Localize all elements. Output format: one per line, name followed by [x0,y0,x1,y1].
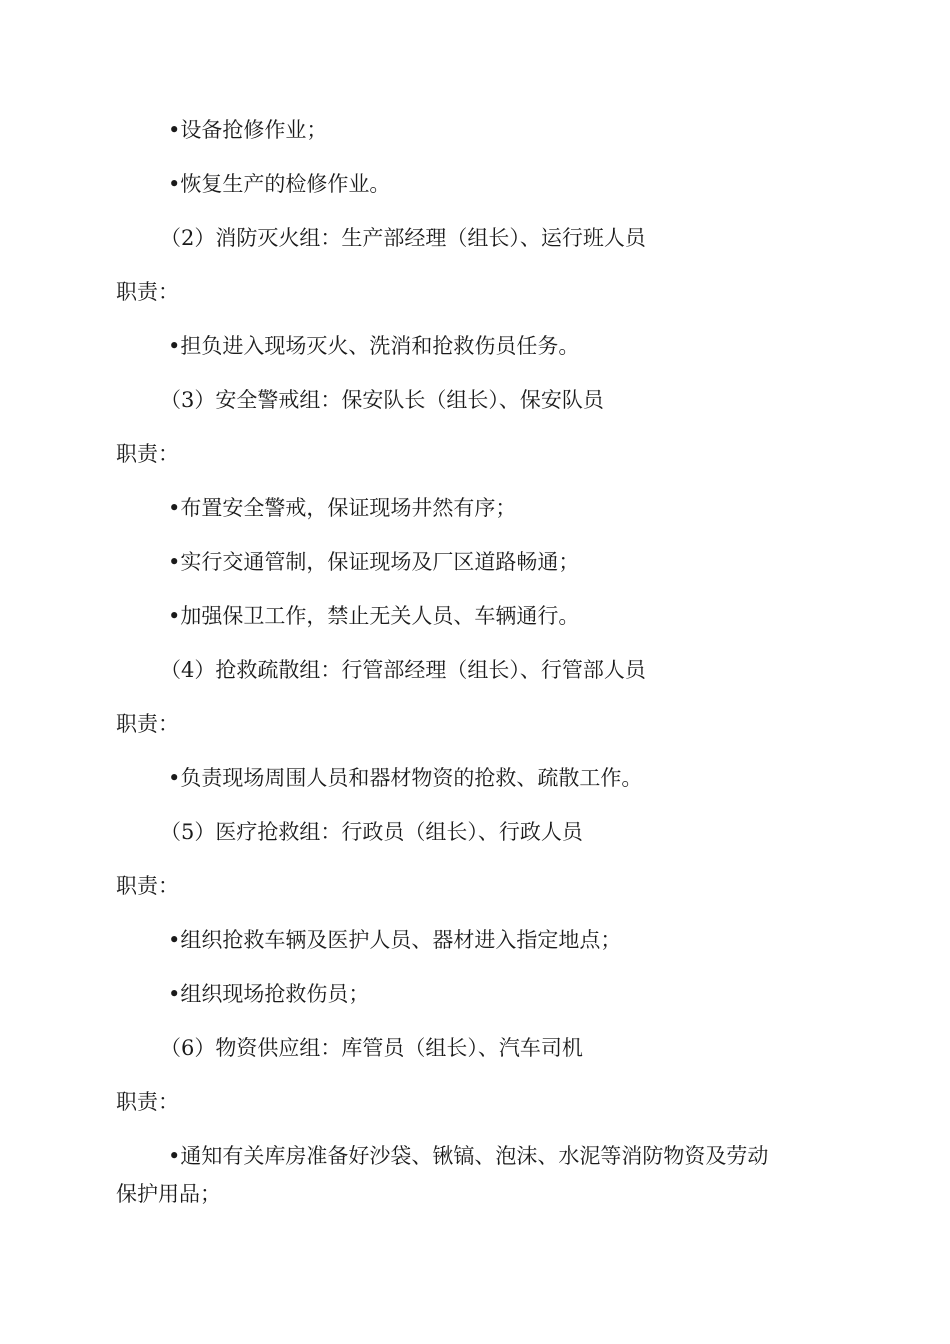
bullet-item: •组织抢救车辆及医护人员、器材进入指定地点； [168,928,622,952]
section-heading: （2）消防灭火组：生产部经理（组长）、运行班人员 [160,226,646,250]
section-heading: （6）物资供应组：库管员（组长）、汽车司机 [160,1036,583,1060]
duty-label: 职责： [116,712,179,736]
bullet-item: •担负进入现场灭火、洗消和抢救伤员任务。 [168,334,580,358]
duty-label: 职责： [116,280,179,304]
bullet-item: •实行交通管制，保证现场及厂区道路畅通； [168,550,580,574]
section-heading: （4）抢救疏散组：行管部经理（组长）、行管部人员 [160,658,646,682]
duty-label: 职责： [116,874,179,898]
section-heading: （3）安全警戒组：保安队长（组长）、保安队员 [160,388,604,412]
bullet-item: •布置安全警戒，保证现场井然有序； [168,496,517,520]
bullet-item: •通知有关库房准备好沙袋、锹镐、泡沫、水泥等消防物资及劳动保护用品； [116,1144,769,1206]
bullet-item: •加强保卫工作，禁止无关人员、车辆通行。 [168,604,580,628]
bullet-item: •设备抢修作业； [168,118,328,142]
bullet-item: •恢复生产的检修作业。 [168,172,391,196]
bullet-item: •负责现场周围人员和器材物资的抢救、疏散工作。 [168,766,643,790]
section-heading: （5）医疗抢救组：行政员（组长）、行政人员 [160,820,583,844]
duty-label: 职责： [116,1090,179,1114]
bullet-item: •组织现场抢救伤员； [168,982,370,1006]
duty-label: 职责： [116,442,179,466]
